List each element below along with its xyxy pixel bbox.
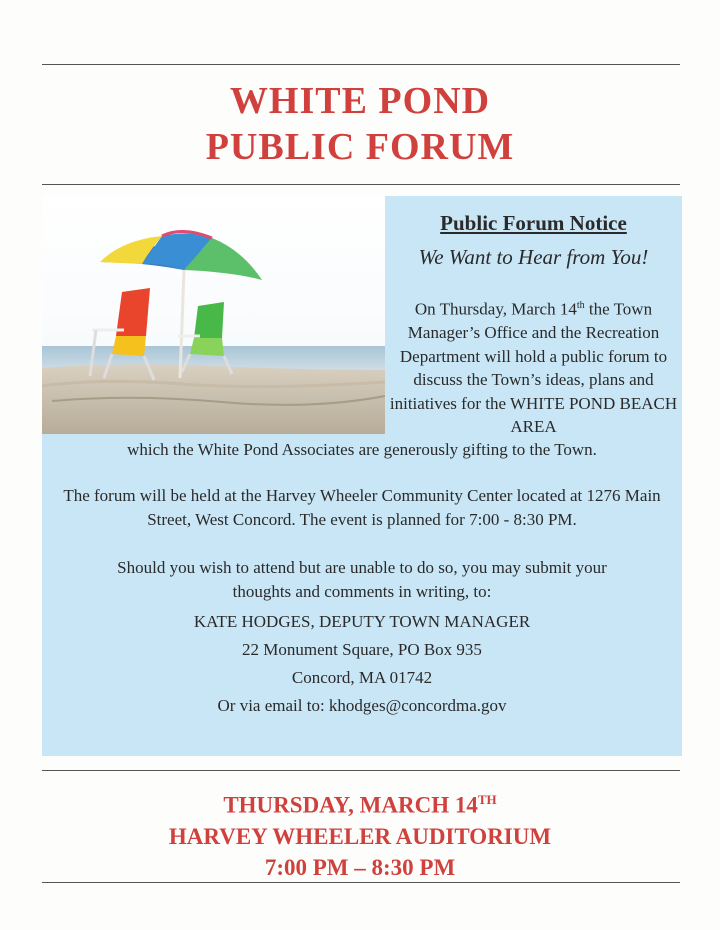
notice-heading: Public Forum Notice	[440, 211, 627, 235]
event-summary	[0, 784, 720, 883]
page-title	[0, 78, 720, 170]
notice-subheading: We Want to Hear from You!	[418, 245, 649, 269]
submit-paragraph: Should you wish to attend but are unable to do so, you may submit your thoughts and comments in writing, to:	[117, 558, 607, 601]
contact-address-1: 22 Monument Square, PO Box 935	[242, 640, 482, 659]
intro-part-2: the Town Manager’s Office and the Recreation Department will hold a public forum to discuss the Town’s ideas, plans and initiatives for the WHITE POND BEACH AREA	[389, 299, 678, 437]
intro-ordinal-suffix: th	[576, 300, 585, 311]
notice-heading-block	[385, 208, 682, 274]
beach-scene-illustration	[42, 196, 385, 434]
title-bottom-rule	[42, 184, 680, 185]
event-date	[0, 784, 720, 821]
footer-top-rule	[42, 770, 680, 771]
contact-name: KATE HODGES, DEPUTY TOWN MANAGER	[193, 612, 531, 631]
location-paragraph: The forum will be held at the Harvey Wheeler Community Center located at 1276 Main Street, West Concord. The event is planned for 7:00 - 8:30 PM.	[63, 486, 661, 529]
top-rule	[42, 64, 680, 65]
intro-part-1: On Thursday, March 14	[414, 299, 577, 319]
footer-bottom-rule	[42, 882, 680, 883]
contact-block	[42, 608, 682, 720]
notice-intro	[385, 294, 682, 439]
event-date-suffix: TH	[477, 792, 497, 807]
intro-continuation: which the White Pond Associates are generously gifting to the Town.	[127, 440, 597, 459]
contact-email: Or via email to: khodges@concordma.gov	[217, 696, 507, 715]
title-line-2: PUBLIC FORUM	[205, 126, 515, 168]
event-time: 7:00 PM – 8:30 PM	[264, 854, 456, 880]
contact-address-2: Concord, MA 01742	[291, 668, 433, 687]
event-venue: HARVEY WHEELER AUDITORIUM	[168, 823, 552, 849]
beach-chairs-photo	[42, 196, 385, 434]
event-date-text: THURSDAY, MARCH 14	[223, 792, 478, 818]
title-line-1: WHITE POND	[229, 80, 491, 122]
